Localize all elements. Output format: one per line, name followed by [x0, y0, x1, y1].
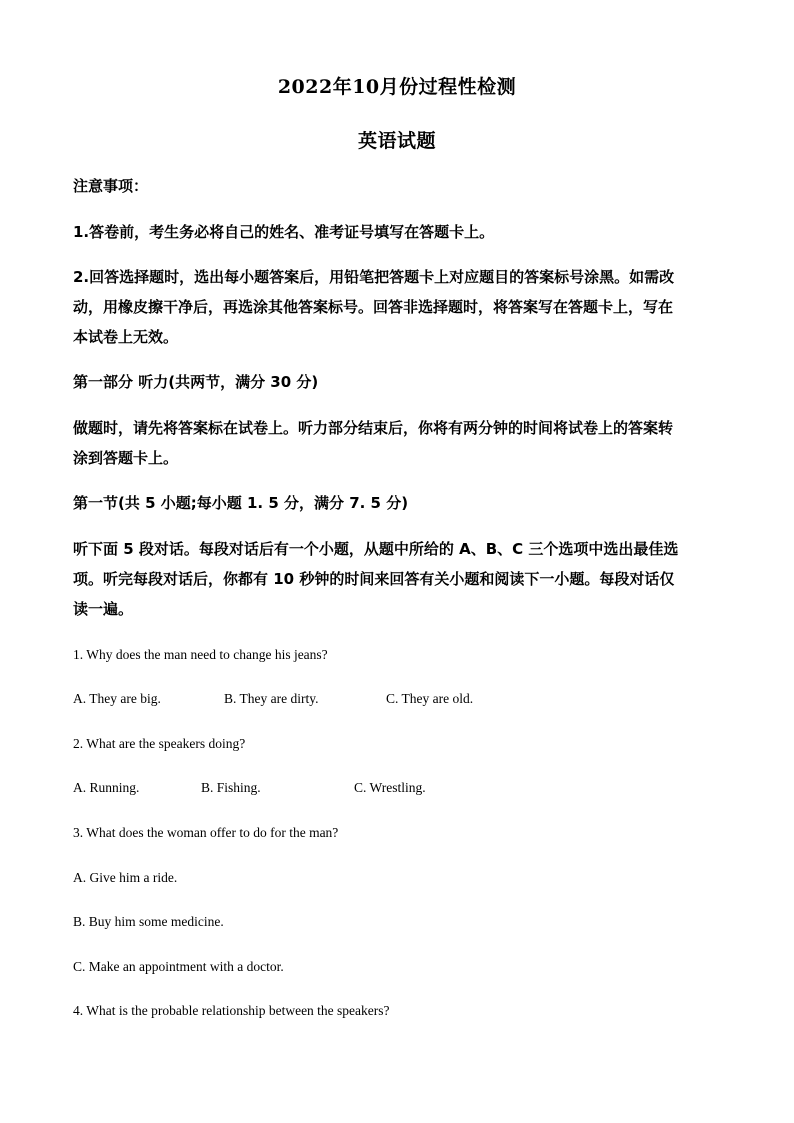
question-option: A. They are big.	[73, 691, 161, 706]
exam-title: 2022年10月份过程性检测	[277, 76, 517, 98]
notes-item-2-line: 动，用橡皮擦干净后，再选涂其他答案标号。回答非选择题时，将答案写在答题卡上，写在	[73, 298, 674, 316]
question-option: B. Buy him some medicine.	[73, 914, 224, 929]
section1-instruction-line: 听下面 5 段对话。每段对话后有一个小题，从题中所给的 A、B、C 三个选项中选出最佳选	[73, 540, 679, 558]
question-stem: 3. What does the woman offer to do for the man?	[73, 825, 339, 840]
notes-item-1: 1.答卷前，考生务必将自己的姓名、准考证号填写在答题卡上。	[73, 223, 495, 241]
question-option: B. They are dirty.	[224, 691, 319, 706]
part1-heading: 第一部分 听力(共两节，满分 30 分)	[73, 373, 319, 391]
section1-instruction-line: 读一遍。	[73, 600, 134, 618]
question-stem: 1. Why does the man need to change his jeans?	[73, 647, 328, 662]
section1-instruction-line: 项。听完每段对话后，你都有 10 秒钟的时间来回答有关小题和阅读下一小题。每段对话仅	[73, 570, 675, 588]
exam-subtitle: 英语试题	[357, 130, 436, 152]
notes-item-2-line: 2.回答选择题时，选出每小题答案后，用铅笔把答题卡上对应题目的答案标号涂黑。如需改	[73, 268, 675, 286]
question-option: B. Fishing.	[201, 780, 261, 795]
question-option: A. Give him a ride.	[73, 870, 178, 885]
question-option: C. Wrestling.	[354, 780, 426, 795]
question-option: C. They are old.	[386, 691, 474, 706]
part1-instruction-line: 涂到答题卡上。	[73, 449, 179, 467]
question-stem: 2. What are the speakers doing?	[73, 736, 246, 751]
question-option: C. Make an appointment with a doctor.	[73, 959, 284, 974]
question-stem: 4. What is the probable relationship between the speakers?	[73, 1003, 390, 1018]
part1-instruction-line: 做题时，请先将答案标在试卷上。听力部分结束后，你将有两分钟的时间将试卷上的答案转	[73, 419, 674, 437]
section1-heading: 第一节(共 5 小题;每小题 1. 5 分，满分 7. 5 分)	[73, 494, 409, 512]
question-option: A. Running.	[73, 780, 140, 795]
notes-heading: 注意事项：	[73, 177, 149, 195]
notes-item-2-line: 本试卷上无效。	[73, 328, 179, 346]
